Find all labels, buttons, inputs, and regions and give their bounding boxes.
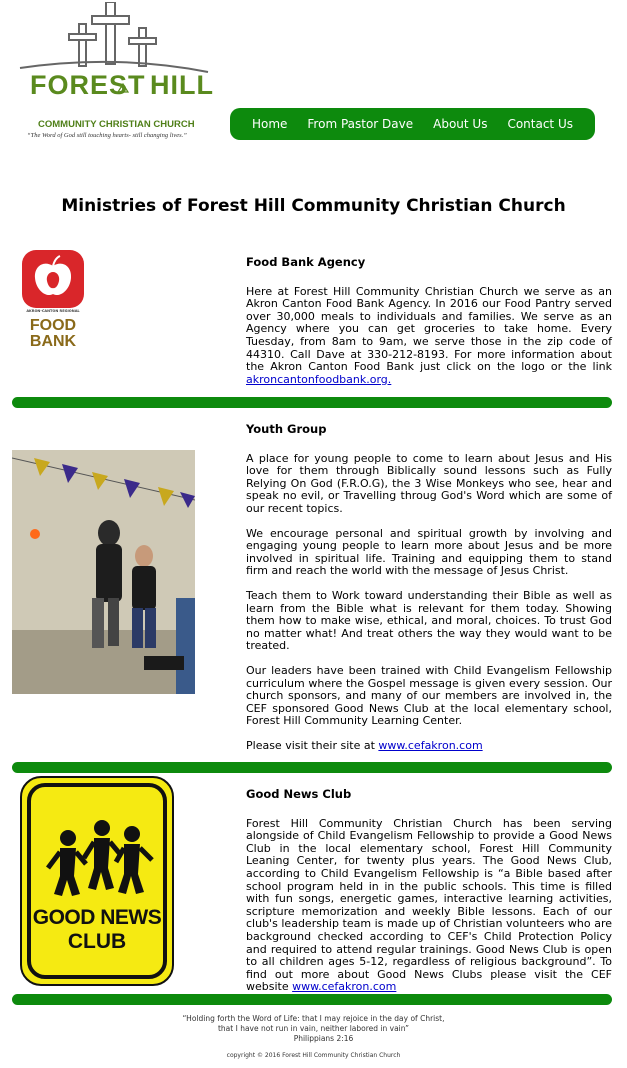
page-title: Ministries of Forest Hill Community Christian Church [61,196,566,216]
food-bank-region: AKRON-CANTON REGIONAL [26,309,80,313]
church-logo[interactable] [18,2,214,142]
youth-paragraph-5 [246,740,612,753]
apple-icon [22,250,84,308]
food-bank-body [246,286,612,387]
food-bank-word-bank: BANK [29,333,77,350]
gnc-logo-line1: GOOD NEWS [32,906,162,929]
food-bank-text: Here at Forest Hill Community Christian Church we serve as an Akron Canton Food Bank Agency. In 2016 our Food Pantry served over 30,000 meals to individuals and families. We serve as an Agency where you can get groceries to take home. Every Tuesday, from 8am to 9am, we serve those in the zip code of 44310. Call Dave at 330-212-8193. For more information about the Akron Canton Food Bank just click on the logo or the link [246,284,612,374]
footer-quote-line-1: “Holding forth the Word of Life: that I may rejoice in the day of Christ, [182,1014,445,1023]
main-nav [230,108,595,140]
good-news-club-heading: Good News Club [246,787,352,801]
section-divider [12,397,612,408]
footer-quote [0,1014,627,1044]
gnc-kids-icon [20,776,174,986]
good-news-club-body [246,818,612,994]
section-divider [12,994,612,1005]
nav-from-pastor-dave[interactable]: From Pastor Dave [307,117,414,131]
food-bank-logo[interactable] [22,250,84,350]
youth-group-photo [12,450,195,694]
section-divider [12,762,612,773]
footer-reference: Philippians 2:16 [293,1034,354,1043]
youth-paragraph-1: A place for young people to come to learn about Jesus and His love for them through Biblically sound lessons such as Fully Relying On God (F.R.O.G), the 3 Wise Monkeys who see, hear and speak no evil, or Travelling throug God's Word which are some of our recent topics. [246,451,612,515]
good-news-club-section [246,788,612,1006]
youth-paragraph-3: Teach them to Work toward understanding their Bible as well as learn from the Bible what is relevant for them today. Showing them how to make wise, ethical, and moral, choices. To trust God no matter what! And treat others the way they would want to be treated. [246,588,612,653]
youth-visit-text: Please visit their site at [246,738,379,752]
youth-group-heading: Youth Group [246,422,327,436]
good-news-club-link[interactable]: www.cefakron.com [292,980,397,994]
good-news-club-text: Forest Hill Community Christian Church has been serving alongside of Child Evangelism Fellowship to provide a Good News Club in the local elementary school, Forest Hill Community Leaning Center, for twenty plus years. The Good News Club, according to Child Evangelism Fellowship is “a Bible based after school program held in in the public schools. This time is filled with fun songs, energetic games, interactive learning activities, scripture memorization and weekly Bible lessons. Each of our club's leadership team is made up of Christian volunteers who are background checked according to CEF's Child Protection Policy and required to attend regular trainings. Good News Club is open to all children ages 5-12, regardless of religious background”. To find out more about Good News Clubs please visit the CEF website [246,816,612,994]
youth-paragraph-4: Our leaders have been trained with Child Evangelism Fellowship curriculum where the Gospel message is given every session. Our church sponsors, and many of our members are involved in, the CEF sponsored Good News Club at the local elementary school, Forest Hill Community Learning Center. [246,663,612,728]
logo-name-left: FOREST [30,70,146,100]
food-bank-heading: Food Bank Agency [246,255,366,269]
gnc-logo-line2: CLUB [67,930,127,953]
nav-about-us[interactable]: About Us [433,117,488,131]
logo-name-right: HILL [150,70,214,100]
food-bank-word-food: FOOD [29,317,77,334]
food-bank-link[interactable]: akroncantonfoodbank.org. [246,372,392,386]
youth-photo-image [12,450,195,694]
nav-contact-us[interactable]: Contact Us [507,117,573,131]
footer-copyright: copyright © 2016 Forest Hill Community Christian Church [226,1052,401,1059]
footer-quote-line-2: that I have not run in vain, neither labored in vain” [217,1024,409,1033]
logo-motto: “The Word of God still touching hearts- still changing lives.” [27,132,187,139]
good-news-club-logo[interactable] [20,776,174,986]
youth-paragraph-2: We encourage personal and spiritual growth by involving and engaging young people to learn more about Jesus and be more involved in spiritual life. Training and equipping them to stand firm and reach the world with the message of Jesus Christ. [246,526,612,578]
nav-home[interactable]: Home [251,117,288,131]
food-bank-section [246,256,612,398]
logo-community: COMMUNITY CHRISTIAN CHURCH [38,119,195,130]
youth-group-section [246,423,612,764]
youth-cef-link[interactable]: www.cefakron.com [378,738,483,752]
